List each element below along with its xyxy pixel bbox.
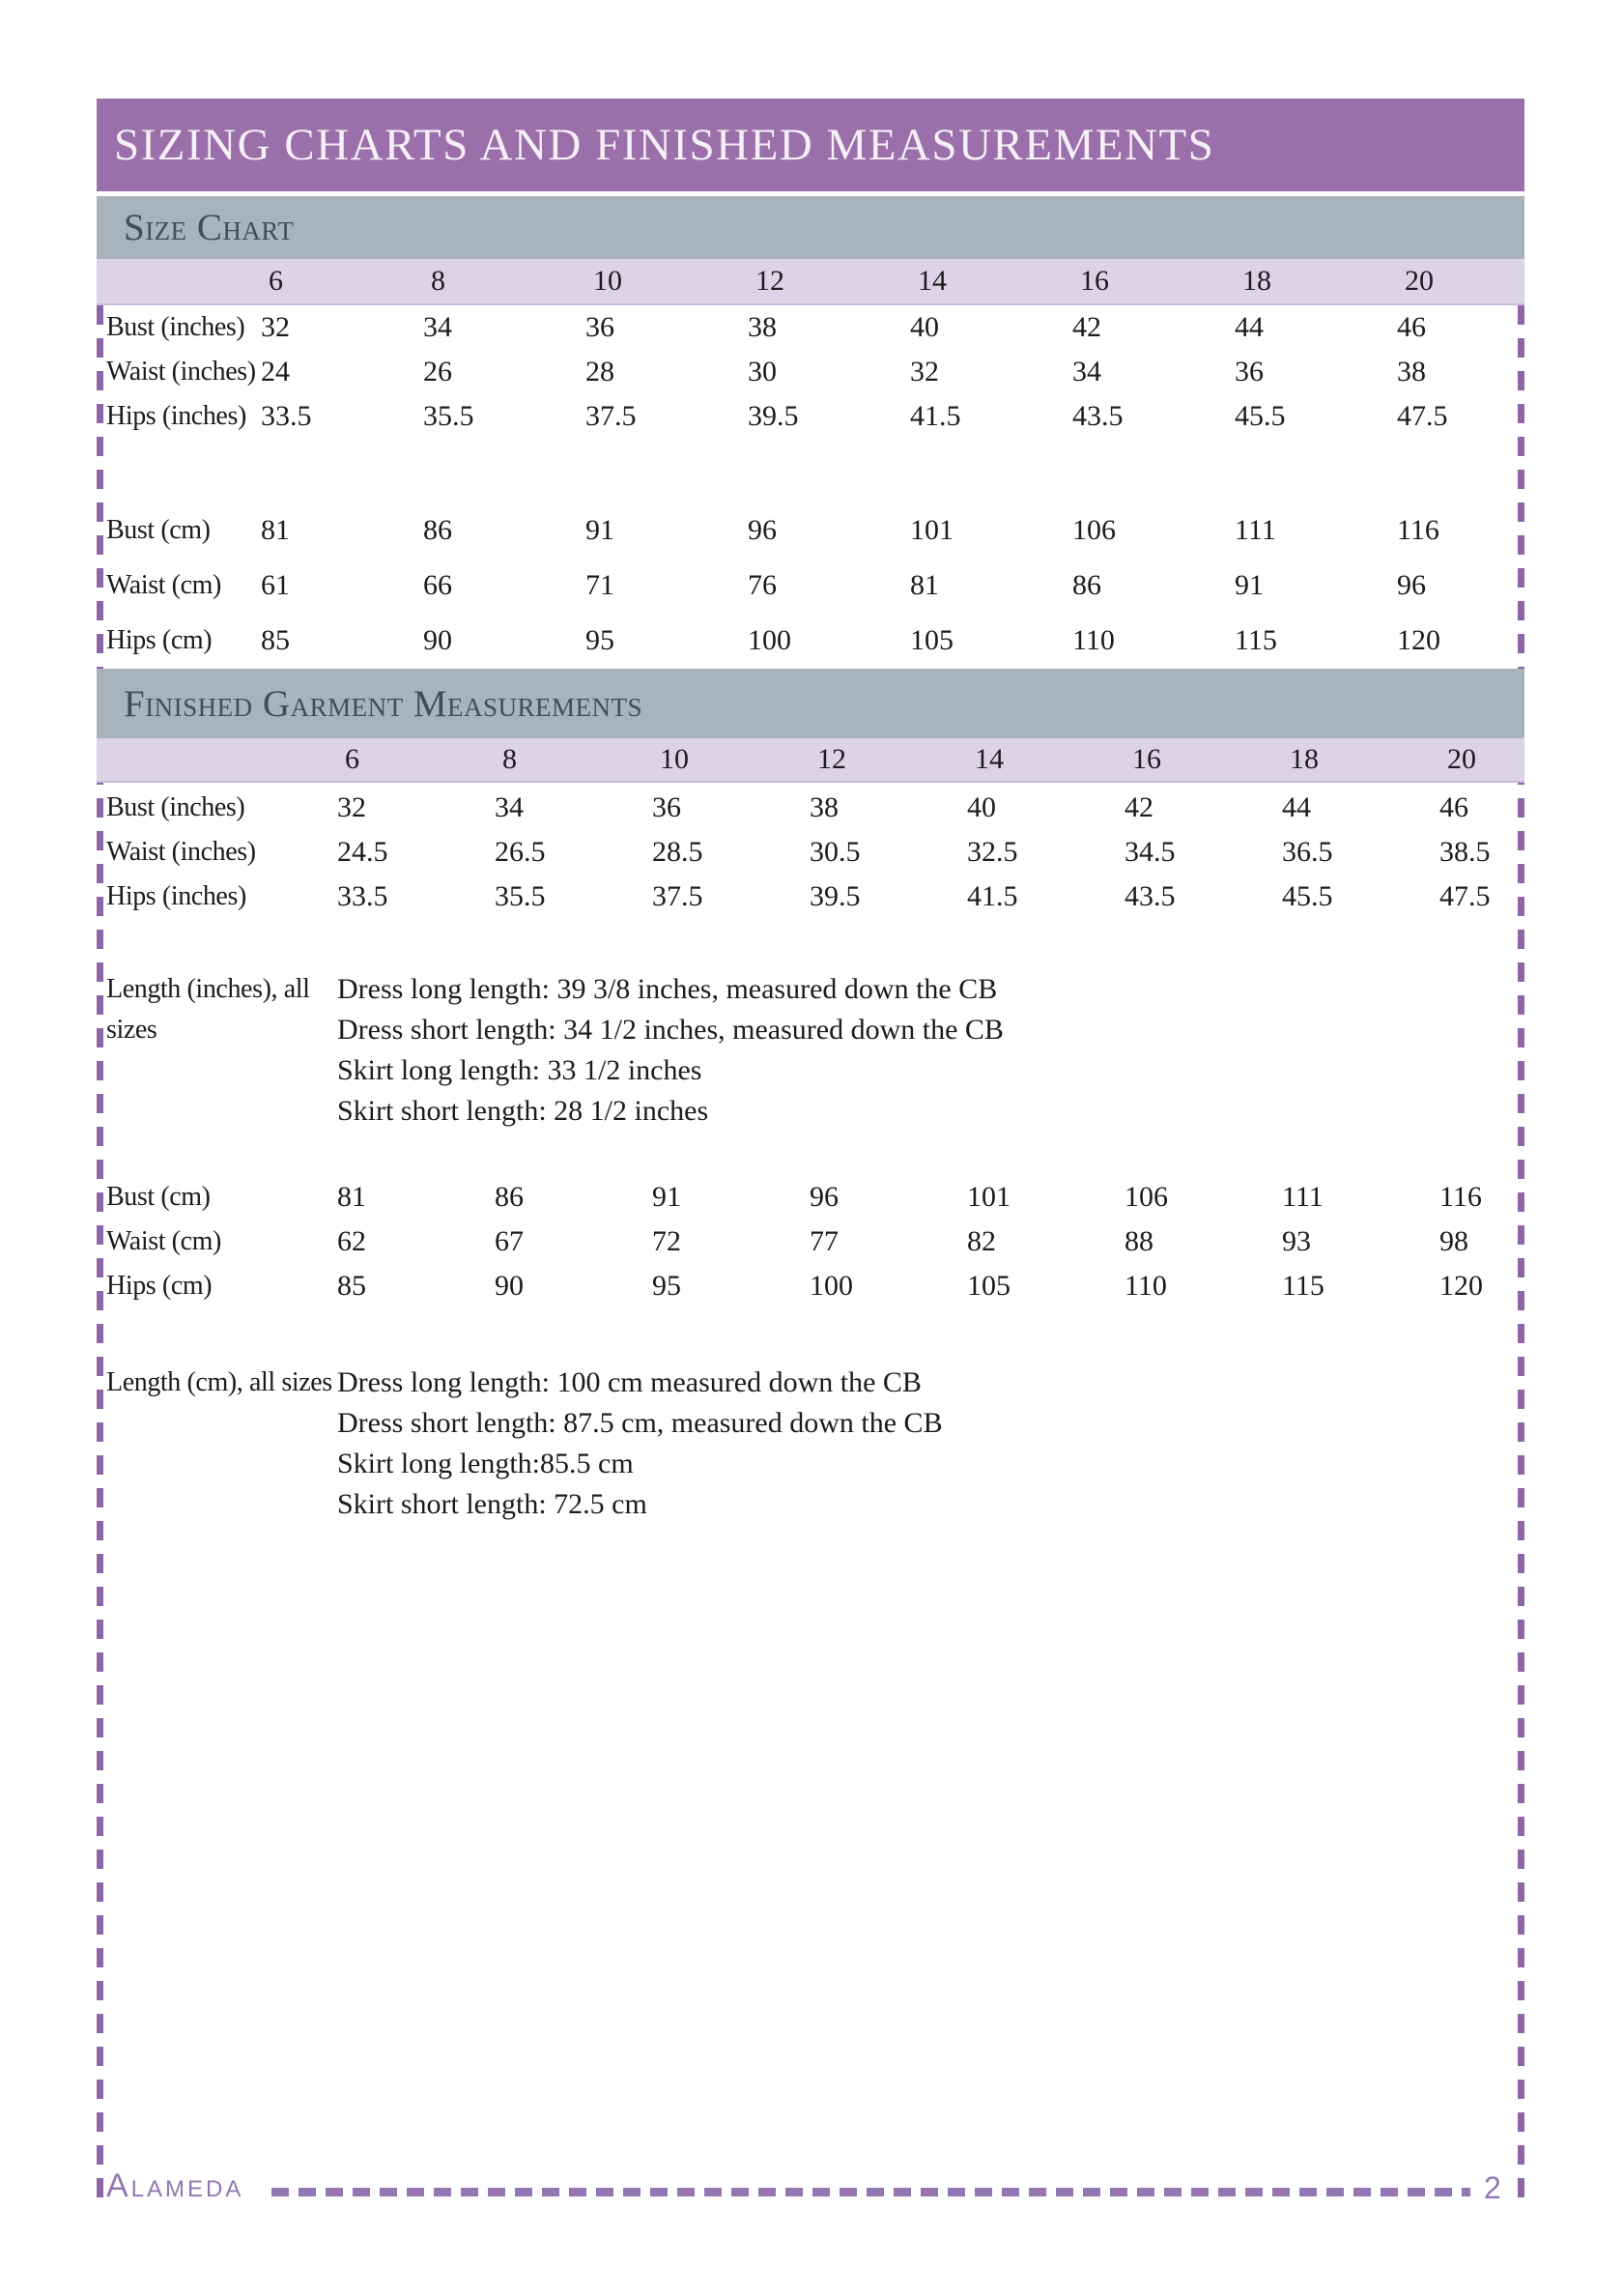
value-cell: 37.5 — [652, 880, 703, 912]
value-cell: 88 — [1125, 1225, 1153, 1257]
value-cell: 37.5 — [585, 400, 637, 432]
size-column-header: 16 — [1080, 265, 1109, 297]
size-chart-inches-rows — [97, 305, 1524, 439]
size-column-header: 18 — [1242, 265, 1271, 297]
length-inches-block — [97, 969, 1524, 1132]
value-cell: 43.5 — [1072, 400, 1124, 432]
value-cell: 81 — [337, 1181, 366, 1213]
length-cm-block — [97, 1363, 1524, 1525]
size-chart-cm-rows — [97, 502, 1524, 668]
value-cell: 35.5 — [495, 880, 546, 912]
value-cell: 62 — [337, 1225, 366, 1257]
size-column-header: 12 — [817, 743, 846, 775]
value-cell: 39.5 — [748, 400, 799, 432]
value-cell: 36.5 — [1282, 836, 1333, 868]
size-column-header: 8 — [431, 265, 445, 297]
length-label: Length (cm), all sizes — [106, 1367, 332, 1397]
dashed-border-left — [97, 305, 103, 2200]
section-band-size-chart — [97, 196, 1524, 259]
row-label: Bust (cm) — [106, 514, 211, 545]
row-label: Hips (inches) — [106, 881, 246, 911]
value-cell: 42 — [1072, 311, 1101, 343]
value-cell: 101 — [910, 513, 954, 546]
size-column-header: 16 — [1132, 743, 1161, 775]
value-cell: 24 — [261, 356, 290, 387]
size-chart-heading: Size Chart — [124, 207, 295, 248]
value-cell: 105 — [910, 623, 954, 656]
value-cell: 110 — [1072, 623, 1115, 656]
row-label: Waist (cm) — [106, 569, 221, 600]
page-title-band — [97, 99, 1524, 191]
value-cell: 26 — [423, 356, 452, 387]
value-cell: 28.5 — [652, 836, 703, 868]
value-cell: 86 — [1072, 568, 1101, 601]
length-line: Skirt long length: 33 1/2 inches — [337, 1054, 702, 1086]
length-line: Dress long length: 39 3/8 inches, measured down the CB — [337, 973, 998, 1005]
size-column-header: 14 — [975, 743, 1004, 775]
value-cell: 110 — [1125, 1270, 1167, 1302]
value-cell: 76 — [748, 568, 777, 601]
section-band-finished-garment — [97, 669, 1524, 738]
table-row-hips-cm — [97, 1264, 1524, 1308]
value-cell: 44 — [1282, 791, 1311, 823]
value-cell: 38 — [1397, 356, 1426, 387]
length-line: Dress short length: 34 1/2 inches, measured down the CB — [337, 1014, 1004, 1046]
value-cell: 96 — [748, 513, 777, 546]
value-cell: 96 — [810, 1181, 839, 1213]
footer-dashed-line — [271, 2188, 1470, 2196]
table-row-hips-inches — [97, 394, 1524, 439]
value-cell: 93 — [1282, 1225, 1311, 1257]
value-cell: 38.5 — [1439, 836, 1491, 868]
table-row-bust-cm — [97, 1175, 1524, 1220]
value-cell: 95 — [652, 1270, 681, 1302]
value-cell: 43.5 — [1125, 880, 1176, 912]
value-cell: 101 — [967, 1181, 1011, 1213]
value-cell: 46 — [1439, 791, 1468, 823]
value-cell: 85 — [261, 623, 290, 656]
value-cell: 116 — [1397, 513, 1439, 546]
footer-brand: Alameda — [106, 2167, 244, 2204]
value-cell: 33.5 — [337, 880, 388, 912]
value-cell: 36 — [1235, 356, 1264, 387]
row-label: Waist (inches) — [106, 837, 256, 867]
value-cell: 32.5 — [967, 836, 1018, 868]
value-cell: 105 — [967, 1270, 1011, 1302]
value-cell: 30 — [748, 356, 777, 387]
row-label: Waist (inches) — [106, 357, 256, 387]
value-cell: 81 — [910, 568, 939, 601]
value-cell: 30.5 — [810, 836, 861, 868]
value-cell: 86 — [495, 1181, 524, 1213]
page-number: 2 — [1484, 2170, 1501, 2205]
table-row-bust-inches — [97, 786, 1524, 830]
value-cell: 46 — [1397, 311, 1426, 343]
finished-inches-rows — [97, 786, 1524, 919]
value-cell: 26.5 — [495, 836, 546, 868]
value-cell: 47.5 — [1439, 880, 1491, 912]
value-cell: 91 — [652, 1181, 681, 1213]
value-cell: 90 — [423, 623, 452, 656]
page-title: SIZING CHARTS AND FINISHED MEASUREMENTS — [114, 120, 1215, 170]
value-cell: 66 — [423, 568, 452, 601]
length-lines — [337, 1363, 1524, 1525]
size-column-header: 20 — [1447, 743, 1476, 775]
value-cell: 39.5 — [810, 880, 861, 912]
value-cell: 38 — [810, 791, 839, 823]
table-row-hips-cm — [97, 613, 1524, 668]
value-cell: 32 — [261, 311, 290, 343]
value-cell: 95 — [585, 623, 614, 656]
value-cell: 77 — [810, 1225, 839, 1257]
value-cell: 44 — [1235, 311, 1264, 343]
length-lines — [337, 969, 1524, 1132]
row-label: Hips (cm) — [106, 624, 213, 655]
value-cell: 111 — [1282, 1181, 1324, 1213]
length-line: Skirt short length: 72.5 cm — [337, 1488, 647, 1520]
table-row-waist-inches — [97, 830, 1524, 875]
row-label: Bust (inches) — [106, 792, 245, 822]
size-column-header: 8 — [502, 743, 517, 775]
finished-size-header-row — [97, 738, 1524, 783]
length-line: Dress long length: 100 cm measured down the CB — [337, 1366, 922, 1398]
value-cell: 90 — [495, 1270, 524, 1302]
value-cell: 35.5 — [423, 400, 474, 432]
table-row-waist-cm — [97, 1220, 1524, 1264]
table-row-bust-cm — [97, 502, 1524, 558]
row-label: Hips (cm) — [106, 1271, 213, 1301]
value-cell: 32 — [337, 791, 366, 823]
size-column-header: 6 — [269, 265, 283, 297]
size-column-header: 18 — [1290, 743, 1319, 775]
value-cell: 96 — [1397, 568, 1426, 601]
value-cell: 111 — [1235, 513, 1276, 546]
value-cell: 47.5 — [1397, 400, 1448, 432]
value-cell: 34 — [495, 791, 524, 823]
value-cell: 34 — [423, 311, 452, 343]
value-cell: 40 — [967, 791, 996, 823]
value-cell: 42 — [1125, 791, 1153, 823]
value-cell: 34 — [1072, 356, 1101, 387]
value-cell: 45.5 — [1235, 400, 1286, 432]
length-label: Length (inches), all sizes — [106, 974, 310, 1045]
dashed-border-right — [1518, 305, 1524, 2200]
value-cell: 86 — [423, 513, 452, 546]
size-column-header: 10 — [660, 743, 689, 775]
value-cell: 100 — [810, 1270, 853, 1302]
row-label: Bust (cm) — [106, 1182, 211, 1212]
size-column-header: 14 — [918, 265, 947, 297]
value-cell: 120 — [1397, 623, 1440, 656]
value-cell: 28 — [585, 356, 614, 387]
value-cell: 61 — [261, 568, 290, 601]
value-cell: 41.5 — [910, 400, 961, 432]
value-cell: 100 — [748, 623, 791, 656]
value-cell: 82 — [967, 1225, 996, 1257]
value-cell: 85 — [337, 1270, 366, 1302]
length-line: Skirt long length:85.5 cm — [337, 1448, 634, 1479]
value-cell: 67 — [495, 1225, 524, 1257]
table-row-bust-inches — [97, 305, 1524, 350]
finished-cm-rows — [97, 1175, 1524, 1308]
value-cell: 72 — [652, 1225, 681, 1257]
value-cell: 115 — [1235, 623, 1277, 656]
length-line: Dress short length: 87.5 cm, measured down the CB — [337, 1407, 943, 1439]
value-cell: 34.5 — [1125, 836, 1176, 868]
row-label: Bust (inches) — [106, 312, 245, 342]
value-cell: 98 — [1439, 1225, 1468, 1257]
value-cell: 71 — [585, 568, 614, 601]
finished-garment-heading: Finished Garment Measurements — [124, 682, 643, 725]
length-line: Skirt short length: 28 1/2 inches — [337, 1095, 709, 1127]
value-cell: 45.5 — [1282, 880, 1333, 912]
row-label: Waist (cm) — [106, 1226, 221, 1256]
row-label: Hips (inches) — [106, 401, 246, 431]
table-row-waist-inches — [97, 350, 1524, 394]
table-row-waist-cm — [97, 558, 1524, 613]
value-cell: 24.5 — [337, 836, 388, 868]
value-cell: 32 — [910, 356, 939, 387]
value-cell: 116 — [1439, 1181, 1482, 1213]
value-cell: 91 — [585, 513, 614, 546]
size-column-header: 12 — [755, 265, 784, 297]
value-cell: 36 — [652, 791, 681, 823]
size-column-header: 6 — [345, 743, 359, 775]
value-cell: 38 — [748, 311, 777, 343]
value-cell: 40 — [910, 311, 939, 343]
size-column-header: 20 — [1405, 265, 1434, 297]
value-cell: 91 — [1235, 568, 1264, 601]
size-column-header: 10 — [593, 265, 622, 297]
value-cell: 36 — [585, 311, 614, 343]
value-cell: 33.5 — [261, 400, 312, 432]
value-cell: 41.5 — [967, 880, 1018, 912]
value-cell: 106 — [1125, 1181, 1168, 1213]
value-cell: 81 — [261, 513, 290, 546]
value-cell: 120 — [1439, 1270, 1483, 1302]
table-row-hips-inches — [97, 875, 1524, 919]
value-cell: 106 — [1072, 513, 1116, 546]
size-chart-size-header-row — [97, 259, 1524, 305]
divider-band — [97, 439, 1524, 486]
value-cell: 115 — [1282, 1270, 1324, 1302]
